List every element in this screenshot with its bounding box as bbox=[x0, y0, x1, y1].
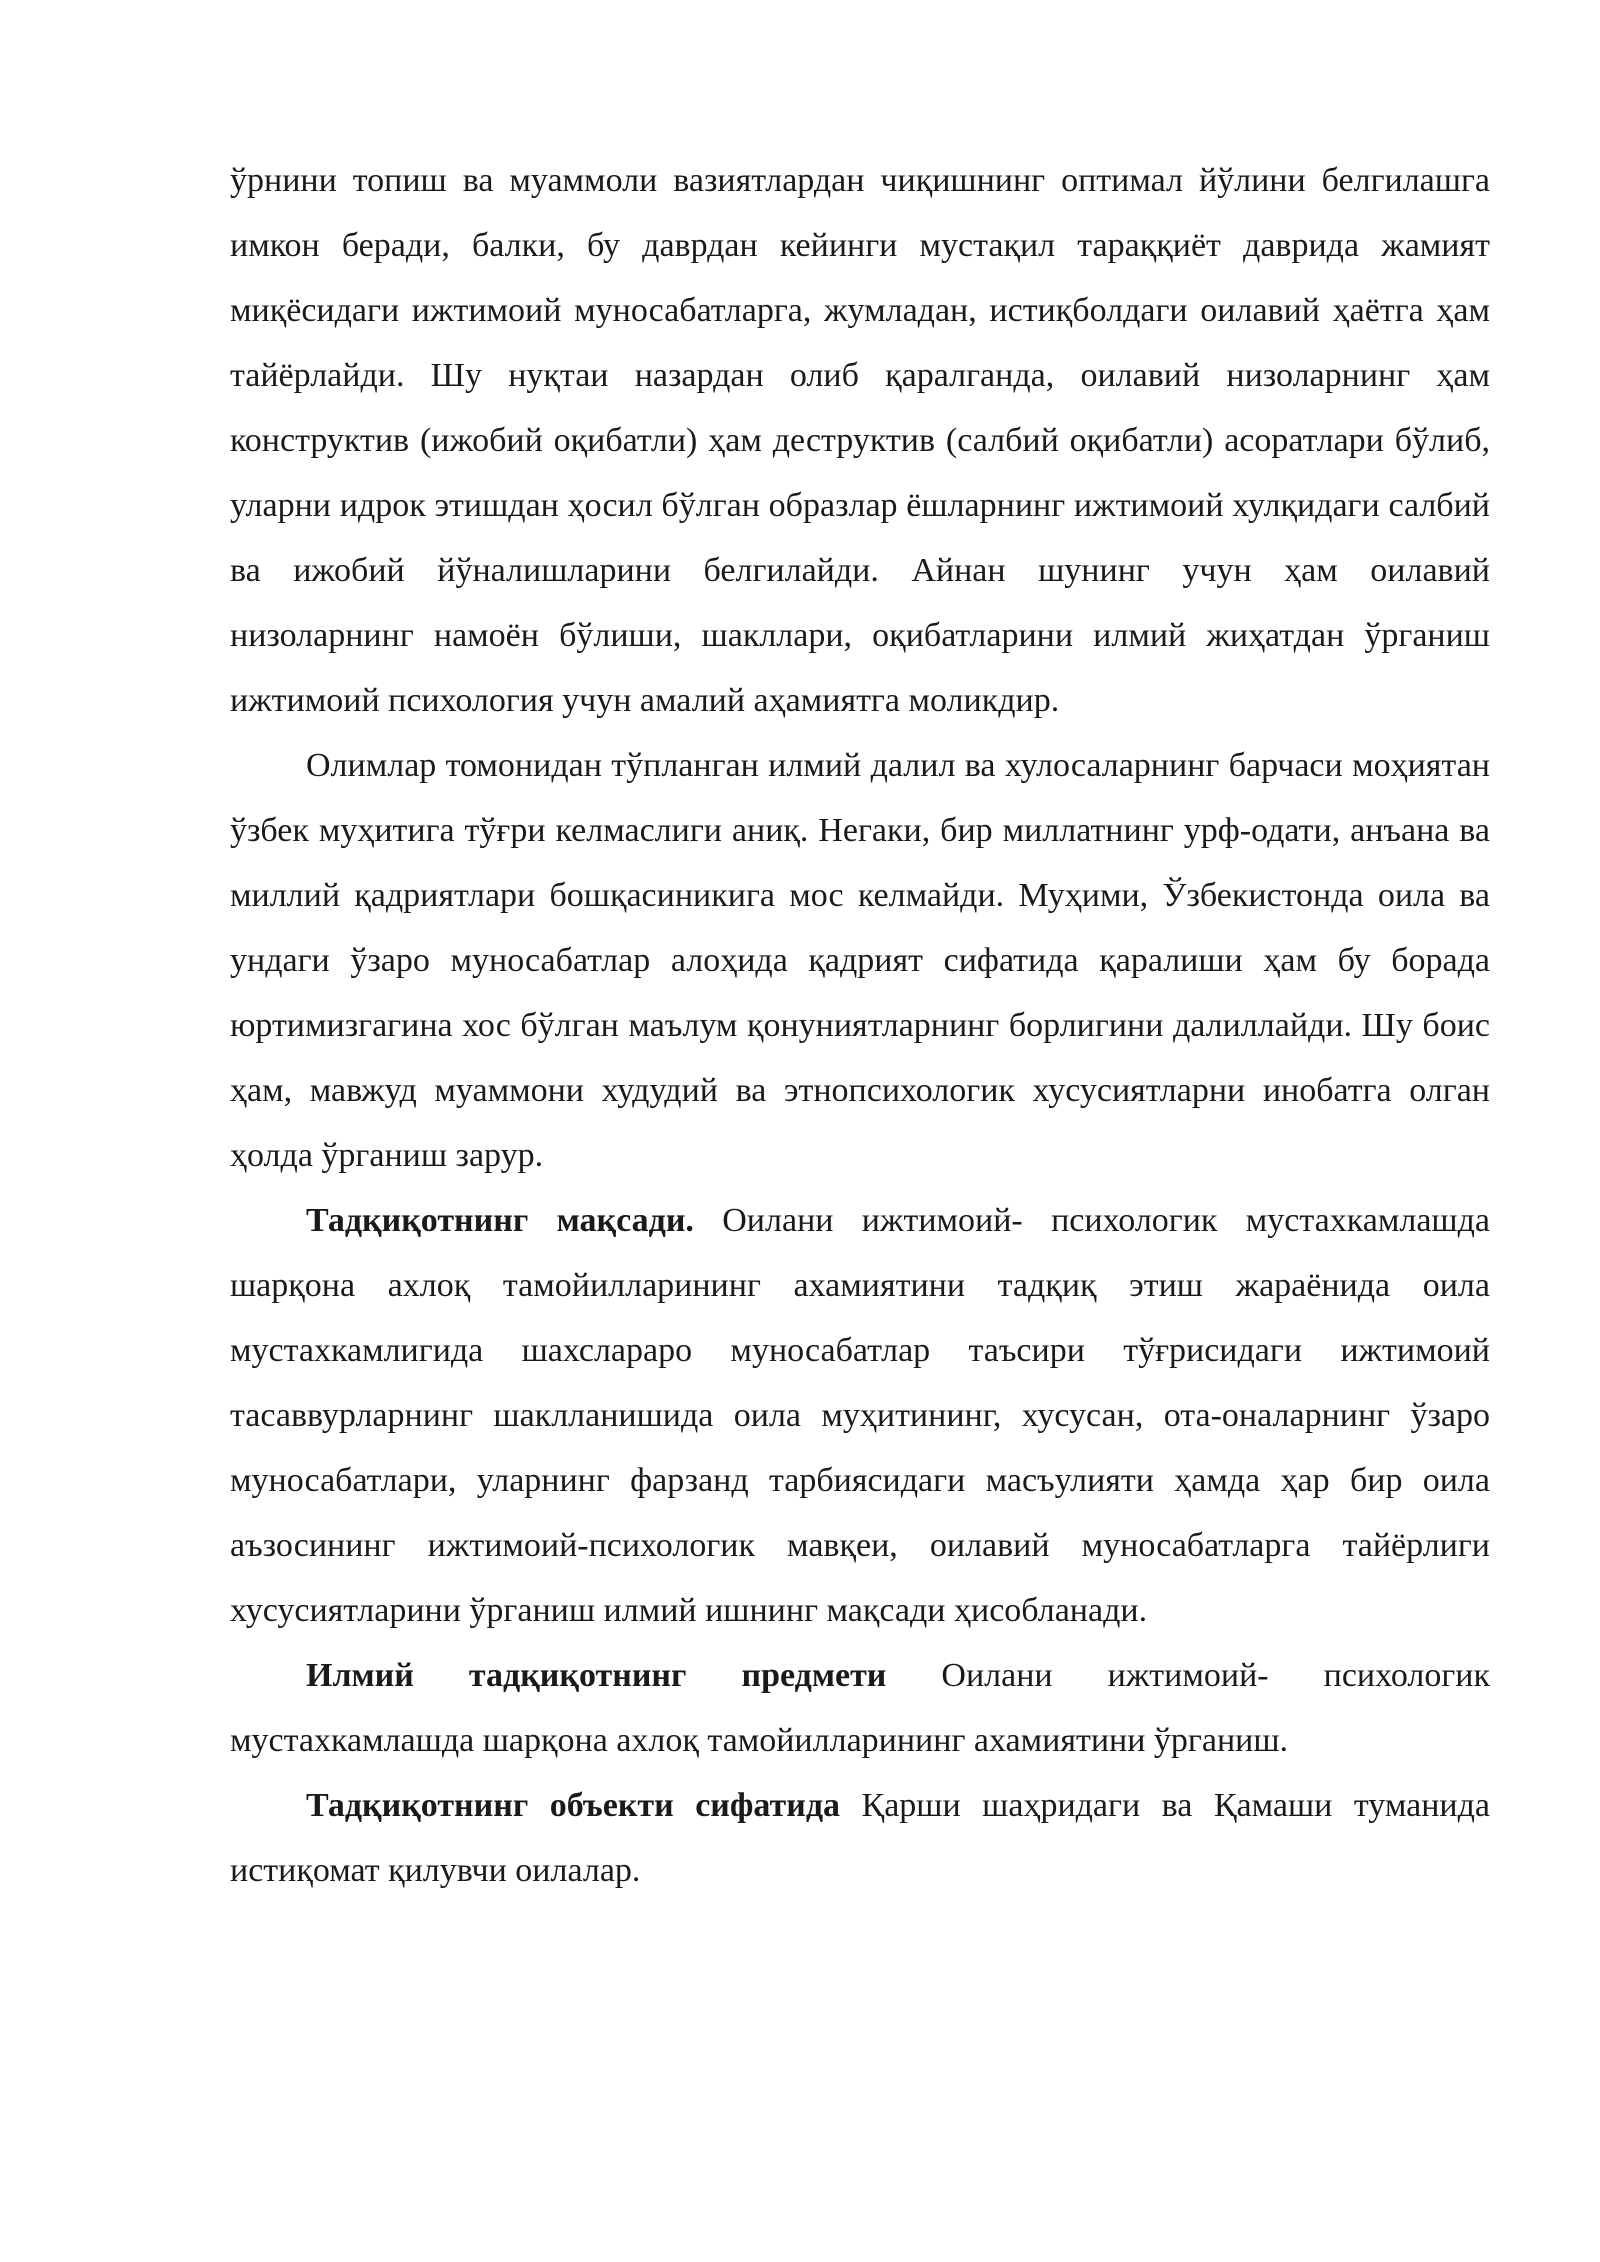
document-body bbox=[230, 148, 1490, 1903]
research-object-text: Қарши шаҳридаги ва Қамаши туманида истиқомат қилувчи оилалар. bbox=[230, 1787, 1490, 1889]
paragraph-2: Олимлар томонидан тўпланган илмий далил ва хулосаларнинг барчаси моҳиятан ўзбек муҳитига тўғри келмаслиги аниқ. Негаки, бир миллатнинг урф-одати, анъана ва миллий қадриятлари бошқасиникига мос келмайди. Муҳими, Ўзбекистонда оила ва ундаги ўзаро муносабатлар алоҳида қадрият сифатида қаралиши ҳам бу борада юртимизгагина хос бўлган маълум қонуниятларнинг борлигини далиллайди. Шу боис ҳам, мавжуд муаммони худудий ва этнопсихологик хусусиятларни инобатга олган ҳолда ўрганиш зарур. bbox=[230, 747, 1490, 1174]
research-goal-heading: Тадқиқотнинг мақсади. bbox=[306, 1202, 694, 1239]
research-subject-heading: Илмий тадқиқотнинг предмети bbox=[306, 1657, 887, 1694]
research-subject-text: Оилани ижтимоий- психологик мустахкамлашда шарқона ахлоқ тамойилларининг ахамиятини ўрганиш. bbox=[230, 1657, 1490, 1759]
research-goal-text: Оилани ижтимоий- психологик мустахкамлашда шарқона ахлоқ тамойилларининг ахамиятини тадқиқ этиш жараёнида оила мустахкамлигида шахслараро муносабатлар таъсири тўғрисидаги ижтимоий тасаввурларнинг шаклланишида оила муҳитининг, хусусан, ота-оналарнинг ўзаро муносабатлари, уларнинг фарзанд тарбиясидаги масъулияти ҳамда ҳар бир оила аъзосининг ижтимоий-психологик мавқеи, оилавий муносабатларга тайёрлиги хусусиятларини ўрганиш илмий ишнинг мақсади ҳисобланади. bbox=[230, 1202, 1490, 1629]
paragraph-research-subject bbox=[230, 1643, 1490, 1773]
paragraph-research-object bbox=[230, 1773, 1490, 1903]
research-object-heading: Тадқиқотнинг объекти сифатида bbox=[306, 1787, 841, 1824]
paragraph-research-goal bbox=[230, 1188, 1490, 1643]
paragraph-1: ўрнини топиш ва муаммоли вазиятлардан чиқишнинг оптимал йўлини белгилашга имкон беради, балки, бу даврдан кейинги мустақил тараққиёт даврида жамият миқёсидаги ижтимоий муносабатларга, жумладан, истиқболдаги оилавий ҳаётга ҳам тайёрлайди. Шу нуқтаи назардан олиб қаралганда, оилавий низоларнинг ҳам конструктив (ижобий оқибатли) ҳам деструктив (салбий оқибатли) асоратлари бўлиб, уларни идрок этишдан ҳосил бўлган образлар ёшларнинг ижтимоий хулқидаги салбий ва ижобий йўналишларини белгилайди. Айнан шунинг учун ҳам оилавий низоларнинг намоён бўлиши, шакллари, оқибатларини илмий жиҳатдан ўрганиш ижтимоий психология учун амалий аҳамиятга моликдир. bbox=[230, 162, 1490, 719]
